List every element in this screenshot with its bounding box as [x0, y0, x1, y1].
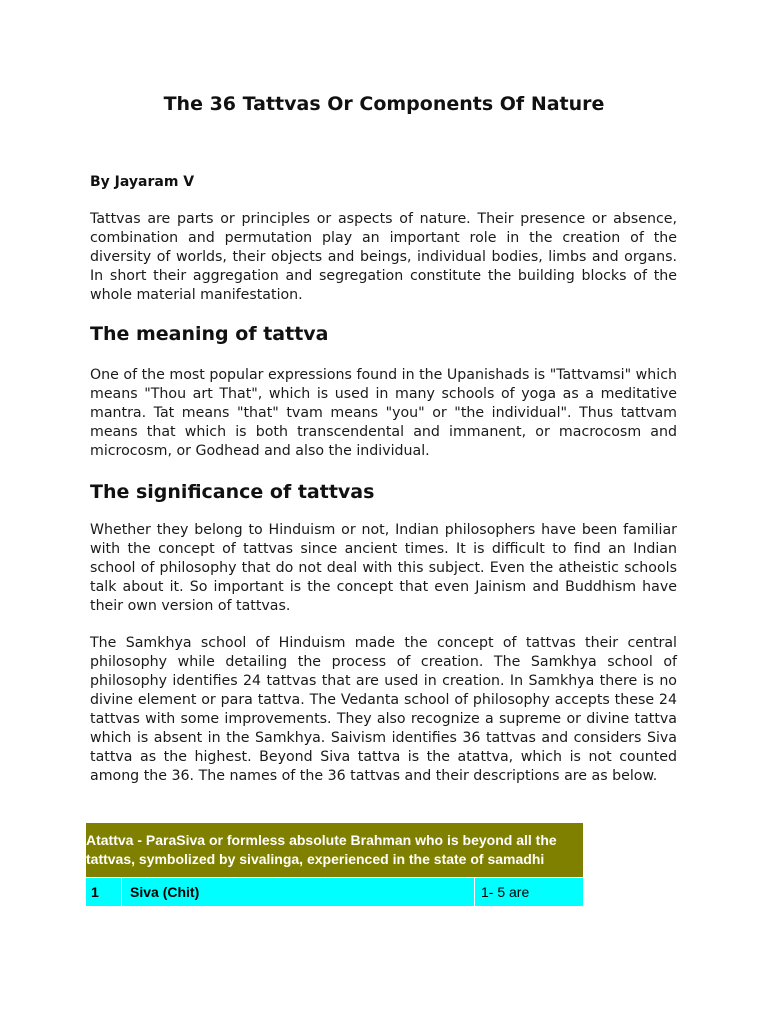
- significance-paragraph-2: The Samkhya school of Hinduism made the concept of tattvas their central philosophy while detailing the process of creation. The Samkhya school of philosophy identifies 24 tattvas that are used in creation. In Samkhya there is no divine element or para tattva. The Vedanta school of philosophy accepts these 24 tattvas with some improvements. They also recognize a supreme or divine tattva which is absent in the Samkhya. Saivism identifies 36 tattvas and considers Siva tattva as the highest. Beyond Siva tattva is the atattva, which is not counted among the 36. The names of the 36 tattvas and their descriptions are as below.: [90, 635, 677, 784]
- author-byline: By Jayaram V: [90, 174, 195, 190]
- table-row: [86, 878, 584, 907]
- section-heading-significance: The significance of tattvas: [90, 481, 375, 503]
- intro-paragraph: Tattvas are parts or principles or aspects of nature. Their presence or absence, combination and permutation play an important role in the creation of the diversity of worlds, their objects and beings, individual bodies, limbs and organs. In short their aggregation and segregation constitute the building blocks of the whole material manifestation.: [90, 211, 677, 303]
- tattva-number: 1: [86, 878, 122, 907]
- meaning-paragraph: One of the most popular expressions found in the Upanishads is "Tattvamsi" which means "Thou art That", which is used in many schools of yoga as a meditative mantra. Tat means "that" tvam means "you" or "the individual". Thus tattvam means that which is both transcendental and immanent, or macrocosm and microcosm, or Godhead and also the individual.: [90, 367, 677, 459]
- page-title: The 36 Tattvas Or Components Of Nature: [163, 93, 605, 115]
- tattvas-table: [85, 822, 584, 907]
- significance-paragraph-1: Whether they belong to Hinduism or not, Indian philosophers have been familiar with the concept of tattvas since ancient times. It is difficult to find an Indian school of philosophy that do not deal with this subject. Even the atheistic schools talk about it. So important is the concept that even Jainism and Buddhism have their own version of tattvas.: [90, 522, 677, 614]
- table-header-row: [86, 823, 584, 878]
- tattva-note: 1- 5 are: [475, 878, 584, 907]
- table-header-cell: Atattva - ParaSiva or formless absolute Brahman who is beyond all the tattvas, symbolized by sivalinga, experienced in the state of samadhi: [86, 823, 584, 878]
- section-heading-meaning: The meaning of tattva: [90, 323, 329, 345]
- tattva-name: Siva (Chit): [122, 878, 475, 907]
